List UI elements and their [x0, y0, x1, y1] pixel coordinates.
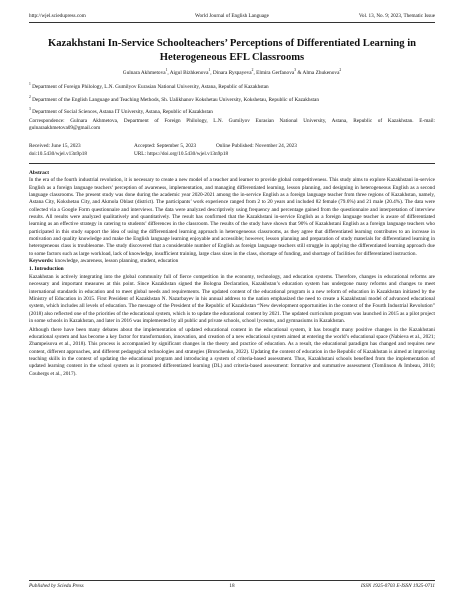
- affiliation: $^3$ Department of Social Sciences, Astana IT University, Astana, Republic of Kazakhstan: [29, 107, 213, 115]
- affiliations: [29, 81, 435, 116]
- running-header: [29, 13, 435, 21]
- author: Alma Zhukenova$^2$: [302, 68, 342, 76]
- issn: ISSN 1925-0703 E-ISSN 1925-0711: [360, 583, 435, 589]
- author: Dinara Ryspayeva$^2$: [212, 68, 254, 76]
- keywords-text: knowledge, awareness, lesson planning, student, education: [53, 258, 179, 265]
- author: Elmira Gerfanova$^3$: [256, 68, 296, 76]
- author-list: Gulnara Akhmetova$^1$, Aigul Bizhkenova$^1$, Dinara Ryspayeva$^2$, Elmira Gerfanova$^3$ & Alma Zhukenova$^2$: [122, 68, 342, 76]
- doi[interactable]: doi:10.5430/wjel.v13n9p18: [29, 151, 88, 157]
- journal-name: World Journal of English Language: [195, 13, 269, 19]
- author-amp: &: [297, 69, 302, 76]
- abstract-section: [29, 170, 435, 378]
- online-date: Online Published: November 24, 2023: [216, 143, 297, 149]
- paper-title: Kazakhstani In-Service Schoolteachers’ Perceptions of Differentiated Learning in Heterogeneous EFL Classrooms: [47, 38, 417, 63]
- accepted-date: Accepted: September 5, 2023: [134, 143, 197, 149]
- page-number: 18: [229, 583, 235, 589]
- received-date: Received: June 15, 2023: [29, 143, 81, 149]
- affiliation: $^2$ Department of the English Language and Teaching Methods, Sh. Ualikhanov Kokshetau University, Kokshetau, Republic of Kazakhstan: [29, 94, 319, 103]
- keywords: [29, 258, 435, 265]
- section-rule: [29, 163, 435, 164]
- issue-info: Vol. 13, No. 9; 2023, Thematic Issue: [358, 13, 435, 19]
- doi-url[interactable]: URL: https://doi.org/10.5430/wjel.v13n9p18: [134, 151, 229, 157]
- intro-paragraph-1: Kazakhstan is actively integrating into the global community full of fierce competition in the economy, technology, and education systems. Therefore, changes in educational reforms are necessary and important measures at this point. Since Kazakhstan signed the Bologna Declaration, Kazakhstan’s education system has undergone many reforms and changes to meet international standards in education and to meet global needs and requirements. The updated content of the educational program is a new reform of education in Kazakhstan initiated by the Ministry of Education in 2015. First President of Kazakhstan N. Nazarbayev in his annual address to the nation emphasized the need to create a Kazakhstani model of advanced educational system, which includes all levels of education. The message of the President of the Republic of Kazakhstan “New development opportunities in the context of the Fourth Industrial Revolution” (2018) also reflected one of the priorities of the educational system, which is to update the educational content by 2021. The updated curriculum program was launched in 2015 as a pilot project in some schools in Kazakhstan, and later in 2016 was implemented by all public and private schools, school lyceums, and gymnasiums in Kazakhstan.: [29, 273, 435, 324]
- abstract-text: In the era of the fourth industrial revolution, it is necessary to create a new model of a teacher and learner to provide global competitiveness. This study aims to explore Kazakhstani in-service English as a foreign language teachers’ perception of awareness, implementation, and managing differentiated learning, lesson planning, and designing in heterogeneous English as a second language classrooms. The present study was done during the academic year 2020-2021 among the in-service English as a foreign language teacher from three regions of Kazakhstan, namely, Astana City, Kokshetau City, and Akmola Oblast (district). The participants’ work experience ranged from 2 to 20 years and included 82 female (79.6%) and 21 male (20.4%). The data were collected via a Google Form questionnaire and interviews. The data were analyzed descriptively using frequency and percentage gained from the questionnaire and interpretation of interview results. All results were analyzed qualitatively and quantitatively. The result has confirmed that the Kazakhstani in-service English as a foreign language teacher is aware of differentiated learning as an effective strategy in catering to students’ differences in the classroom. The results of the study have shown that 90% of Kazakhstani English as a foreign language teachers who participated in this study support the idea of using the differentiated learning approach in heterogeneous classrooms, as they agree that differentiated learning contributes to an increase in motivation and quality knowledge and make the English language learning enjoyable and accessible; however, lesson planning and preparation of study materials for differentiated learning in heterogeneous class is troublesome. The study discovered that a considerable number of English as foreign language teachers still struggle in applying the differentiated learning approach due to some factors such as large workload, lack of knowledge, insufficient training, large class sizes in the class, shortage of funding, and shortage of facilities for differentiated instruction.: [29, 177, 435, 257]
- footer-rule: [29, 580, 435, 581]
- journal-url[interactable]: http://wjel.sciedupress.com: [29, 13, 86, 19]
- author: Aigul Bizhkenova$^1$: [169, 68, 211, 76]
- intro-paragraph-2: Although there have been many debates about the implementation of updated educational content in the educational system, it has brought many positive changes in the Kazakhstani educational system and has become a key factor for transformation, innovation, and creation of a new educational system aimed at entering the world’s educational space (Nabieva et al., 2021; Zhampeisova et al., 2018). This process is accompanied by significant changes in the theory and practice of education. As a result, the educational paradigm has changed and requires new content, different approaches, and different pedagogical technologies and strategies (Bronchenko, 2022). Updating the content of education in the Republic of Kazakhstan is aimed at improving teaching skills in the context of updating the educational program and introducing a system of criteria-based assessment. Thus, Kazakhstani schools benefited from the implementation of updated learning content in the school system as it promoted differentiated learning (DL) and criteria-based assessment: formative and summative assessment (Tomlinson & Imbeau, 2010; Coubergs et al., 2017).: [29, 326, 435, 377]
- affiliation: $^1$ Department of Foreign Philology, L.N. Gumilyov Eurasian National University, Astana, Republic of Kazakhstan: [29, 82, 269, 90]
- correspondence: Correspondence: Gulnara Akhmetova, Department of Foreign Philology, L.N. Gumilyov Eurasian National University, Astana, Republic of Kazakhstan. E-mail: gulnaraakhmetova09@gmail.com: [29, 118, 435, 132]
- abstract-heading: Abstract: [29, 170, 50, 176]
- keywords-label: Keywords:: [29, 258, 54, 265]
- header-rule: [29, 22, 435, 23]
- publisher: Published by Sciedu Press: [29, 583, 84, 589]
- author: Gulnara Akhmetova$^1$: [122, 68, 168, 76]
- page-footer: [29, 583, 435, 591]
- introduction-heading: 1. Introduction: [29, 266, 64, 273]
